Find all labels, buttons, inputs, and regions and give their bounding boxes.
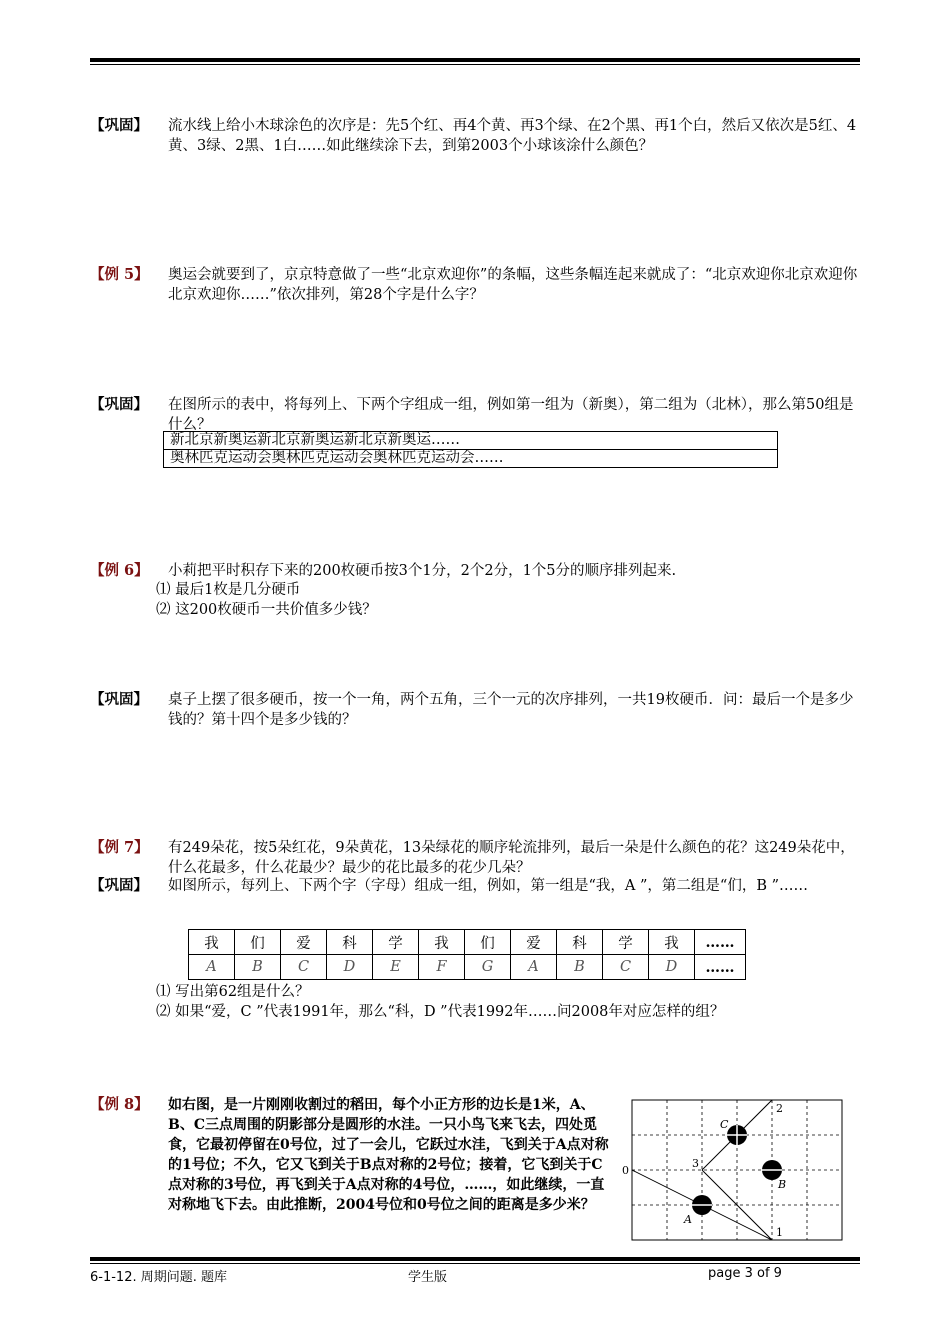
footer-page-number: page 3 of 9 xyxy=(708,1266,782,1281)
sub-question-1: ⑴ 写出第62组是什么？ xyxy=(156,984,310,1000)
table-cell: G xyxy=(465,955,511,980)
table-cell: D xyxy=(649,955,695,980)
label-position-1: 1 xyxy=(776,1226,783,1239)
problem-text: 在图所示的表中，将每列上、下两个字组成一组，例如第一组为（新奥），第二组为（北林），那么第50组是什么？ xyxy=(168,397,854,433)
problem-tag: 【巩固】 xyxy=(90,691,148,708)
table-cell: B xyxy=(235,955,281,980)
label-position-2: 2 xyxy=(776,1102,783,1115)
table-cell: 爱 xyxy=(511,930,557,955)
problem-text: 流水线上给小木球涂色的次序是：先5个红、再4个黄、再3个绿、在2个黑、再1个白，然后又依次是5红、4黄、3绿、2黑、1白……如此继续涂下去，到第2003个小球该涂什么颜色？ xyxy=(168,118,857,154)
table-cell: C xyxy=(603,955,649,980)
problem-text: 奥运会就要到了，京京特意做了一些“北京欢迎你”的条幅，这些条幅连起来就成了：“北京欢迎你北京欢迎你北京欢迎你……”依次排列，第28个字是什么字？ xyxy=(168,267,858,303)
footer-rule xyxy=(90,1257,860,1261)
table-cell: 爱 xyxy=(281,930,327,955)
problem-example-5 xyxy=(90,265,865,305)
sequence-row-1: 新北京新奥运新北京新奥运新北京新奥运…… xyxy=(170,432,460,448)
problem-example-8 xyxy=(90,1095,615,1215)
label-point-b: B xyxy=(778,1178,787,1191)
table-cell: 学 xyxy=(603,930,649,955)
footer-version: 学生版 xyxy=(408,1270,448,1285)
grid-lines xyxy=(632,1100,842,1240)
label-point-a: A xyxy=(684,1213,692,1226)
sub-question-2: ⑵ 如果“爱，C ”代表1991年，那么“科，D ”代表1992年……问2008年对应怎样的组？ xyxy=(156,1004,725,1020)
table-cell: 科 xyxy=(557,930,603,955)
rice-field-figure xyxy=(620,1095,860,1245)
table-row xyxy=(189,955,746,980)
footer-rule-thin xyxy=(90,1263,860,1264)
table-cell: 科 xyxy=(327,930,373,955)
table-cell: 们 xyxy=(465,930,511,955)
header-rule xyxy=(90,58,860,62)
table-cell: 学 xyxy=(373,930,419,955)
problem-text: 如图所示，每列上、下两个字（字母）组成一组，例如，第一组是“我，A ”，第二组是“们，B ”…… xyxy=(168,878,808,894)
figure-labels xyxy=(622,1102,786,1239)
table-cell: A xyxy=(189,955,235,980)
problem-tag: 【例 8】 xyxy=(90,1096,149,1113)
header-rule-thin xyxy=(90,64,860,65)
table-cell: D xyxy=(327,955,373,980)
table-row xyxy=(189,930,746,955)
problem-gonggu-3 xyxy=(90,690,865,730)
table-cell: 我 xyxy=(649,930,695,955)
sequence-row-2: 奥林匹克运动会奥林匹克运动会奥林匹克运动会…… xyxy=(164,449,777,467)
sub-question-1: ⑴ 最后1枚是几分硬币 xyxy=(156,582,301,598)
problem-tag: 【例 7】 xyxy=(90,839,149,856)
character-letter-table xyxy=(188,929,746,980)
problem-tag: 【例 5】 xyxy=(90,266,149,283)
problem-text: 桌子上摆了很多硬币，按一个一角，两个五角，三个一元的次序排列，一共19枚硬币．问：最后一个是多少钱的？第十四个是多少钱的？ xyxy=(168,692,854,728)
problem-gonggu-2 xyxy=(90,395,865,435)
table-cell: A xyxy=(511,955,557,980)
table-cell: B xyxy=(557,955,603,980)
problem-tag: 【巩固】 xyxy=(90,877,148,894)
text-sequence-table xyxy=(163,431,778,468)
problem-gonggu-4 xyxy=(90,876,865,896)
footer-doc-id: 6-1-12. 周期问题. 题库 xyxy=(90,1270,227,1285)
problem-tag: 【巩固】 xyxy=(90,117,148,134)
problem-example-6 xyxy=(90,561,865,581)
problem-text: 小莉把平时积存下来的200枚硬币按3个1分，2个2分，1个5分的顺序排列起来. xyxy=(168,563,677,579)
problem-text: 如右图，是一片刚刚收割过的稻田，每个小正方形的边长是1米，A、B、C三点周围的阴影部分是圆形的水洼。一只小鸟飞来飞去，四处觅食，它最初停留在0号位，过了一会儿，它跃过水洼，飞到关于A点对称的1号位；不久，它又飞到关于B点对称的2号位；接着，它飞到关于C点对称的3号位，再飞到关于A点对称的4号位，……，如此继续，一直对称地飞下去。由此推断，2004号位和0号位之间的距离是多少米？ xyxy=(168,1097,609,1213)
table-cell: 我 xyxy=(419,930,465,955)
problem-tag: 【巩固】 xyxy=(90,396,148,413)
table-cell: 们 xyxy=(235,930,281,955)
label-position-0: 0 xyxy=(622,1164,629,1177)
table-cell: …… xyxy=(695,955,746,980)
table-cell: C xyxy=(281,955,327,980)
problem-text: 有249朵花，按5朵红花，9朵黄花，13朵绿花的顺序轮流排列，最后一朵是什么颜色的花？这249朵花中，什么花最多，什么花最少？最少的花比最多的花少几朵？ xyxy=(168,840,855,876)
table-cell: E xyxy=(373,955,419,980)
problem-gonggu-1 xyxy=(90,116,865,156)
table-cell: F xyxy=(419,955,465,980)
problem-example-7 xyxy=(90,838,865,878)
sub-question-2: ⑵ 这200枚硬币一共价值多少钱？ xyxy=(156,602,377,618)
table-cell: …… xyxy=(695,930,746,955)
label-position-3: 3 xyxy=(692,1157,699,1170)
table-cell: 我 xyxy=(189,930,235,955)
label-point-c: C xyxy=(720,1118,729,1131)
problem-tag: 【例 6】 xyxy=(90,562,149,579)
